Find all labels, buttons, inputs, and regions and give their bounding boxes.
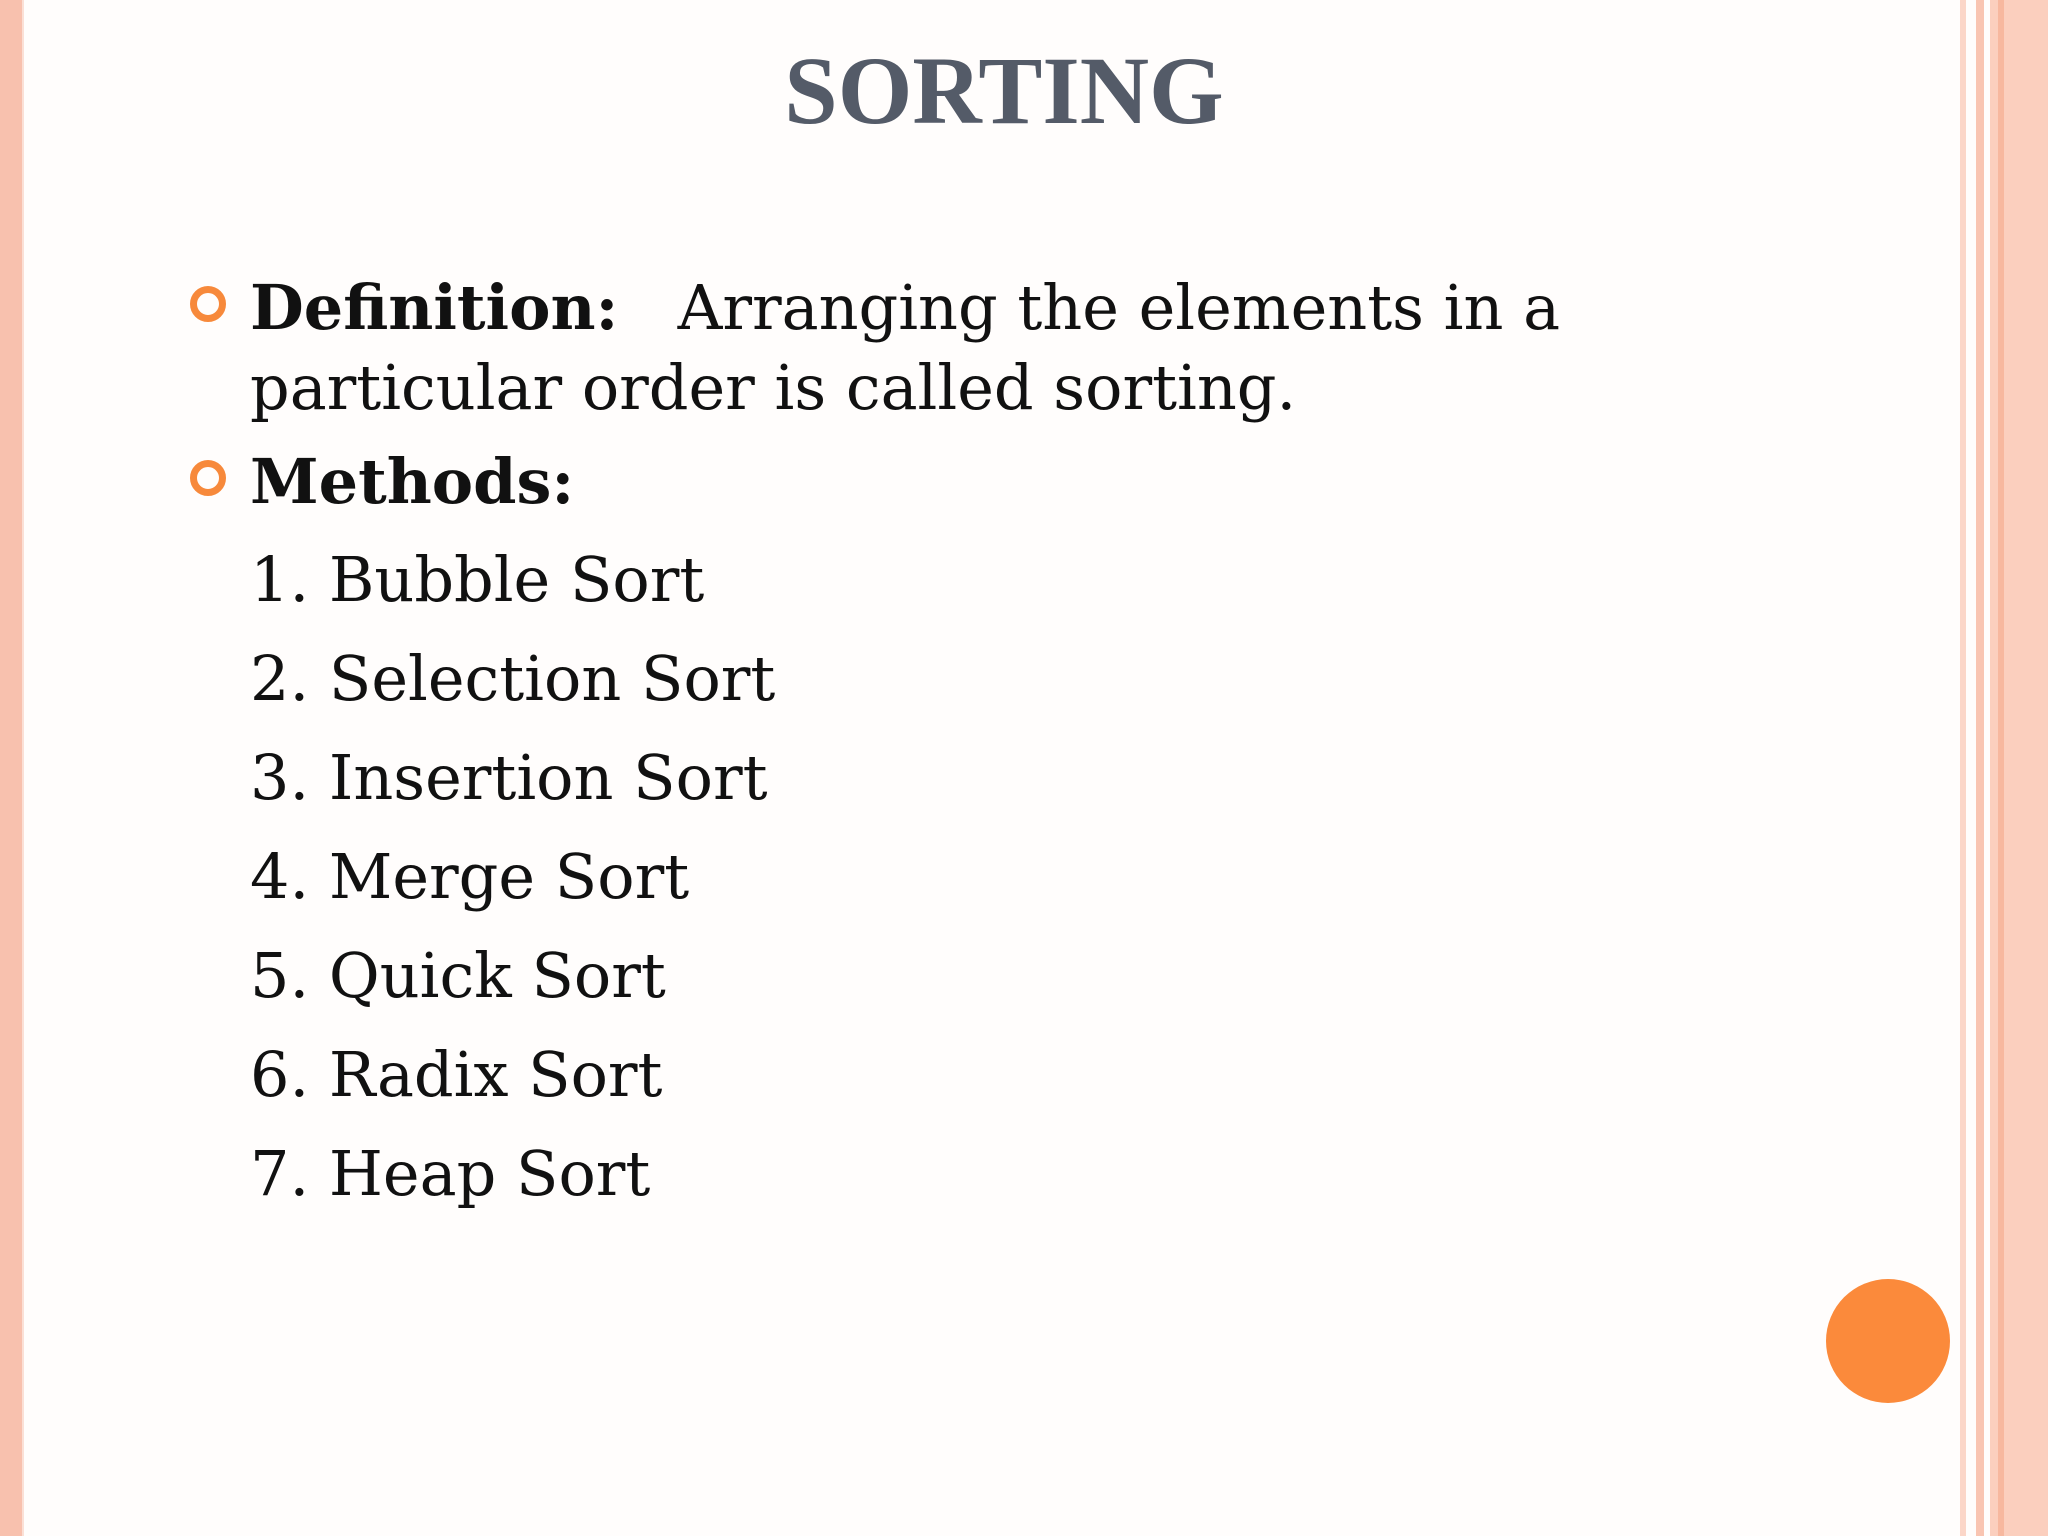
method-item: 3. Insertion Sort [250, 741, 768, 814]
definition-paragraph [250, 268, 1870, 428]
methods-list [250, 540, 1870, 1233]
slide-content [250, 268, 1870, 1233]
circle-bullet-icon [190, 286, 226, 322]
definition-label: Definition: [250, 271, 619, 344]
method-item: 4. Merge Sort [250, 840, 690, 913]
slide-title: SORTING [784, 37, 1224, 144]
methods-label: Methods: [250, 445, 575, 518]
method-item: 2. Selection Sort [250, 642, 776, 715]
left-border-decoration [0, 0, 24, 1536]
right-border-decoration [1960, 0, 2048, 1536]
definition-text: Arranging the elements in a particular order is called sorting. [250, 271, 1561, 424]
definition-bullet [250, 268, 1870, 428]
method-item: 6. Radix Sort [250, 1038, 663, 1111]
method-item: 1. Bubble Sort [250, 543, 705, 616]
orange-circle-decoration [1826, 1279, 1950, 1403]
methods-bullet [250, 442, 1870, 522]
method-item: 7. Heap Sort [250, 1137, 651, 1210]
method-item: 5. Quick Sort [250, 939, 666, 1012]
circle-bullet-icon [190, 460, 226, 496]
